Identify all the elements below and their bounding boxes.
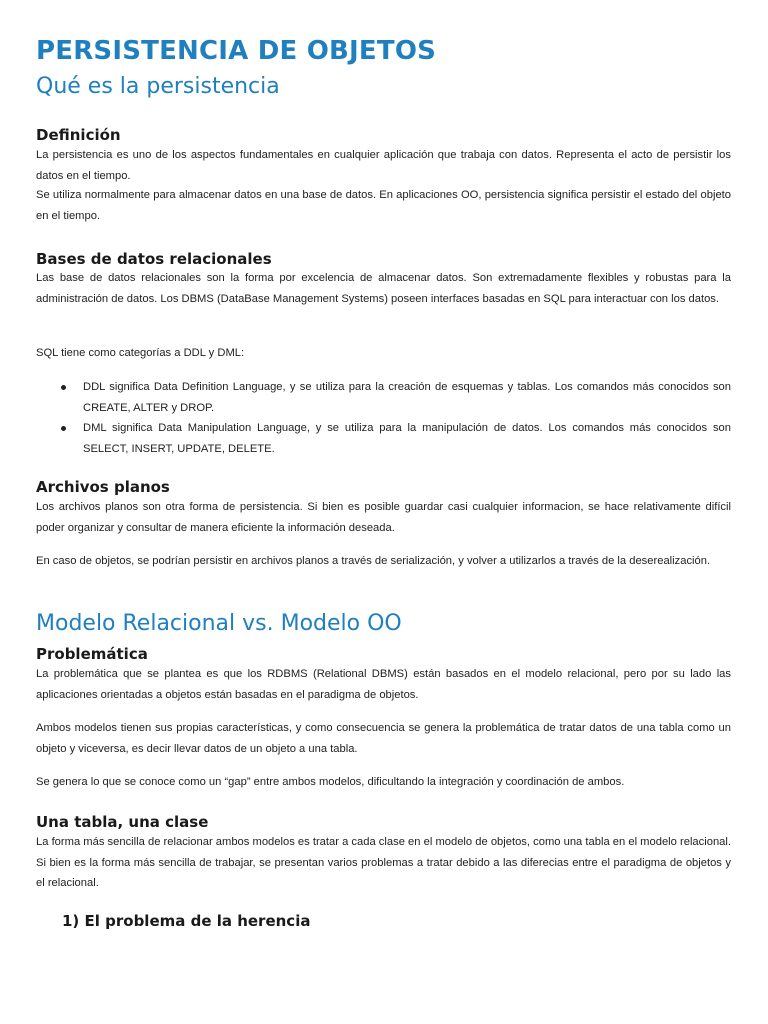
subheading-archivos-planos: Archivos planos [36,478,170,496]
list-item [36,377,731,418]
paragraph-bases-2: SQL tiene como categorías a DDL y DML: [36,347,245,359]
paragraph-definicion-2: Se utiliza normalmente para almacenar datos en una base de datos. En aplicaciones OO, persistencia significa persistir el estado del objeto en el tiempo. [36,189,731,222]
paragraph-definicion-1: La persistencia es uno de los aspectos fundamentales en cualquier aplicación que trabaja con datos. Representa el acto de persistir los datos en el tiempo. [36,149,731,182]
paragraph-archivos-1: Los archivos planos son otra forma de persistencia. Si bien es posible guardar casi cualquier informacion, se hace relativamente difícil poder organizar y consultar de manera eficiente la información deseada. [36,501,731,534]
section-heading-modelo: Modelo Relacional vs. Modelo OO [36,611,402,636]
section-heading-persistencia: Qué es la persistencia [36,74,280,99]
bullet-icon [61,426,66,431]
list-item-text: DDL significa Data Definition Language, y se utiliza para la creación de esquemas y tablas. Los comandos más conocidos son CREATE, ALTER y DROP. [83,381,731,414]
document-title: PERSISTENCIA DE OBJETOS [36,36,437,66]
paragraph-problematica-2: Ambos modelos tienen sus propias características, y como consecuencia se genera la problemática de tratar datos de una tabla como un objeto y viceversa, es decir llevar datos de un objeto a una tabla. [36,722,731,755]
list-item [36,418,731,459]
subheading-tabla-clase: Una tabla, una clase [36,813,209,831]
sql-categories-list [36,377,731,459]
subheading-herencia: 1) El problema de la herencia [62,912,311,930]
paragraph-archivos-2: En caso de objetos, se podrían persistir en archivos planos a través de serialización, y volver a utilizarlos a través de la deserealización. [36,555,711,567]
paragraph-problematica-1: La problemática que se plantea es que los RDBMS (Relational DBMS) están basados en el modelo relacional, pero por su lado las aplicaciones orientadas a objetos están basadas en el paradigma de objetos. [36,668,731,701]
subheading-problematica: Problemática [36,645,148,663]
paragraph-problematica-3: Se genera lo que se conoce como un “gap” entre ambos modelos, dificultando la integración y coordinación de ambos. [36,776,625,788]
subheading-definicion: Definición [36,126,121,144]
paragraph-bases-1: Las base de datos relacionales son la forma por excelencia de almacenar datos. Son extremadamente flexibles y robustas para la administración de datos. Los DBMS (DataBase Management Systems) poseen interfaces basadas en SQL para interactuar con los datos. [36,272,731,305]
paragraph-tabla-1: La forma más sencilla de relacionar ambos modelos es tratar a cada clase en el modelo de objetos, como una tabla en el modelo relacional. Si bien es la forma más sencilla de trabajar, se presentan varios problemas a tratar debido a las diferecias entre el paradigma de objetos y el relacional. [36,836,731,889]
list-item-text: DML significa Data Manipulation Language, y se utiliza para la manipulación de datos. Los comandos más conocidos son SELECT, INSERT, UPDATE, DELETE. [83,422,731,455]
bullet-icon [61,385,66,390]
subheading-bases-relacionales: Bases de datos relacionales [36,250,272,268]
